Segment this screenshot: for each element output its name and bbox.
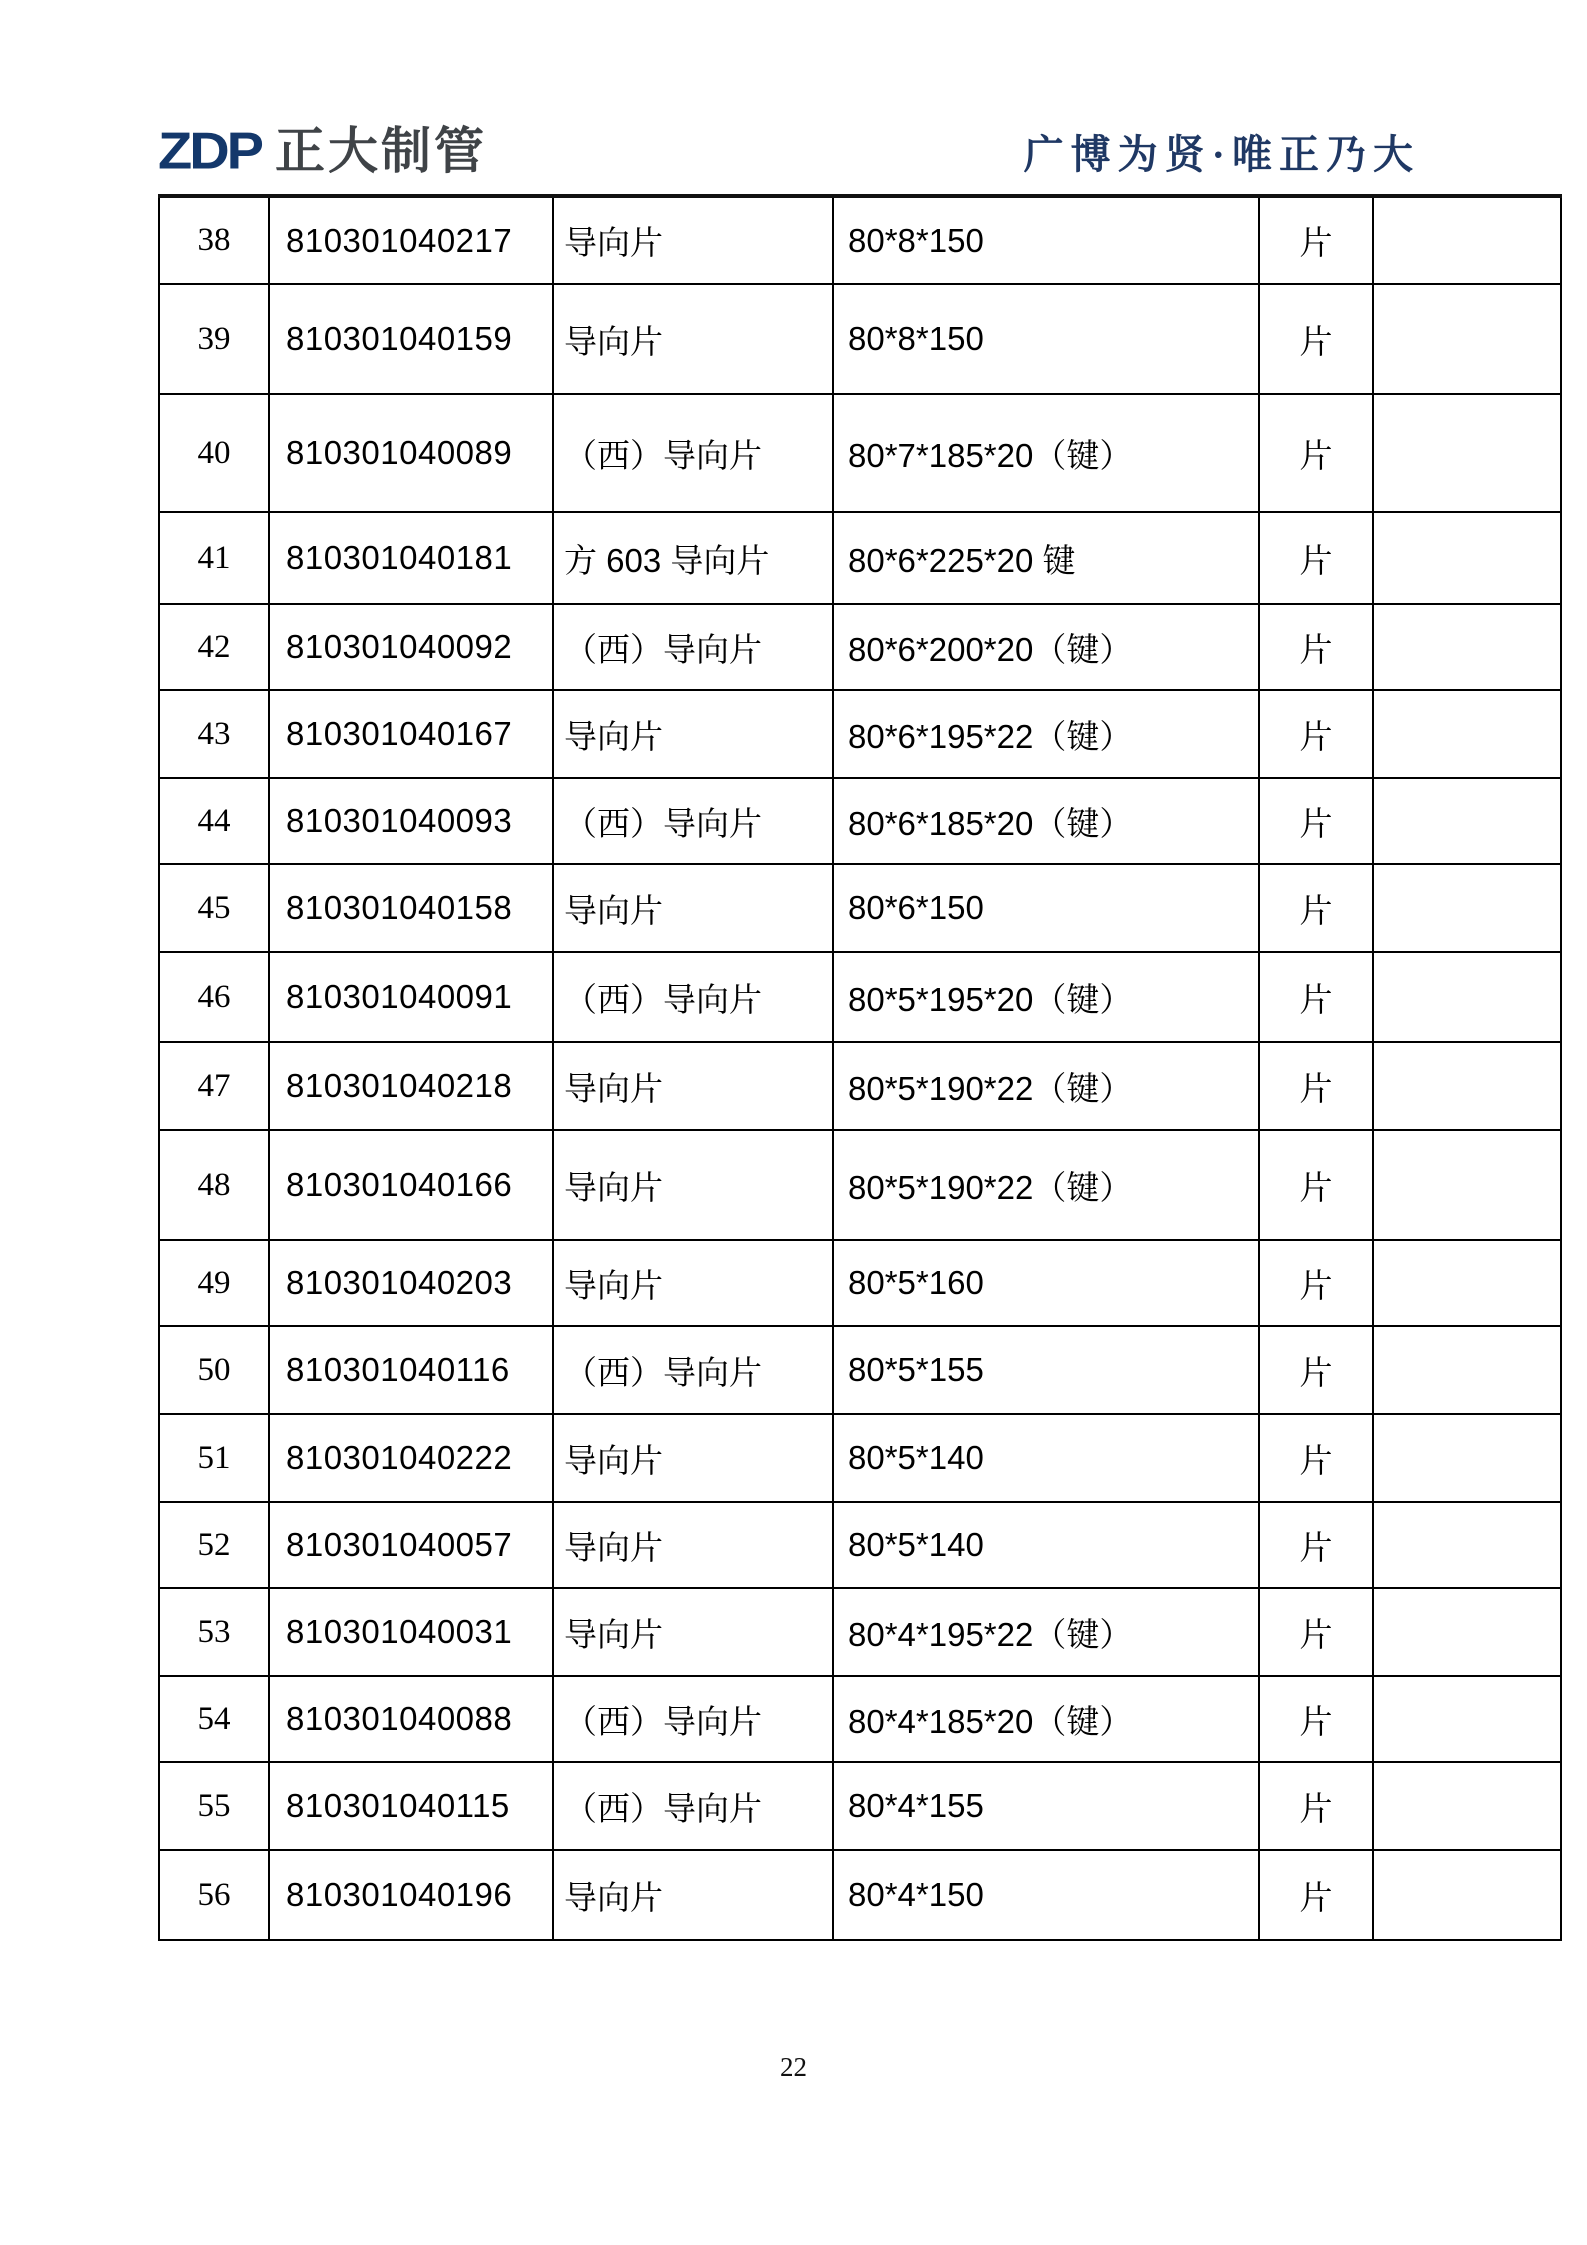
part-name-cell: 导向片: [553, 196, 833, 284]
part-spec-cell: 80*8*150: [833, 196, 1259, 284]
table-row: [159, 512, 1561, 604]
parts-table-body: [159, 196, 1561, 1940]
row-number-cell: 39: [159, 284, 269, 394]
unit-cell: 片: [1259, 1588, 1373, 1676]
table-row: [159, 1588, 1561, 1676]
part-code-cell: 810301040167: [269, 690, 553, 778]
company-logo: [158, 123, 487, 179]
part-spec-cell: 80*6*185*20（键）: [833, 778, 1259, 864]
row-number-cell: 53: [159, 1588, 269, 1676]
table-row: [159, 284, 1561, 394]
unit-cell: 片: [1259, 512, 1373, 604]
part-name-cell: （西）导向片: [553, 1326, 833, 1414]
part-code-cell: 810301040115: [269, 1762, 553, 1850]
row-number-cell: 55: [159, 1762, 269, 1850]
part-spec-cell: 80*5*160: [833, 1240, 1259, 1326]
part-name-cell: （西）导向片: [553, 604, 833, 690]
remark-cell: [1373, 394, 1561, 512]
remark-cell: [1373, 604, 1561, 690]
unit-cell: 片: [1259, 394, 1373, 512]
part-code-cell: 810301040116: [269, 1326, 553, 1414]
row-number-cell: 40: [159, 394, 269, 512]
part-spec-cell: 80*5*195*20（键）: [833, 952, 1259, 1042]
row-number-cell: 41: [159, 512, 269, 604]
remark-cell: [1373, 196, 1561, 284]
part-spec-cell: 80*7*185*20（键）: [833, 394, 1259, 512]
table-row: [159, 1676, 1561, 1762]
part-spec-cell: 80*6*225*20 键: [833, 512, 1259, 604]
parts-table: [158, 194, 1562, 1941]
unit-cell: 片: [1259, 1326, 1373, 1414]
remark-cell: [1373, 952, 1561, 1042]
remark-cell: [1373, 1502, 1561, 1588]
part-name-cell: 导向片: [553, 1588, 833, 1676]
remark-cell: [1373, 690, 1561, 778]
unit-cell: 片: [1259, 604, 1373, 690]
remark-cell: [1373, 1042, 1561, 1130]
part-code-cell: 810301040031: [269, 1588, 553, 1676]
remark-cell: [1373, 1762, 1561, 1850]
table-row: [159, 1414, 1561, 1502]
unit-cell: 片: [1259, 284, 1373, 394]
part-name-cell: 导向片: [553, 1414, 833, 1502]
unit-cell: 片: [1259, 1676, 1373, 1762]
part-spec-cell: 80*5*140: [833, 1502, 1259, 1588]
row-number-cell: 42: [159, 604, 269, 690]
row-number-cell: 47: [159, 1042, 269, 1130]
remark-cell: [1373, 1326, 1561, 1414]
part-code-cell: 810301040158: [269, 864, 553, 952]
part-name-cell: 导向片: [553, 1240, 833, 1326]
row-number-cell: 56: [159, 1850, 269, 1940]
table-row: [159, 1850, 1561, 1940]
row-number-cell: 38: [159, 196, 269, 284]
remark-cell: [1373, 1240, 1561, 1326]
remark-cell: [1373, 1850, 1561, 1940]
part-code-cell: 810301040057: [269, 1502, 553, 1588]
table-row: [159, 1762, 1561, 1850]
part-spec-cell: 80*5*140: [833, 1414, 1259, 1502]
part-spec-cell: 80*5*155: [833, 1326, 1259, 1414]
table-row: [159, 1326, 1561, 1414]
unit-cell: 片: [1259, 196, 1373, 284]
row-number-cell: 54: [159, 1676, 269, 1762]
row-number-cell: 45: [159, 864, 269, 952]
part-code-cell: 810301040218: [269, 1042, 553, 1130]
part-code-cell: 810301040093: [269, 778, 553, 864]
row-number-cell: 50: [159, 1326, 269, 1414]
table-row: [159, 690, 1561, 778]
row-number-cell: 48: [159, 1130, 269, 1240]
page-header: [158, 112, 1420, 190]
remark-cell: [1373, 864, 1561, 952]
part-name-cell: 导向片: [553, 1502, 833, 1588]
table-row: [159, 952, 1561, 1042]
remark-cell: [1373, 1130, 1561, 1240]
part-code-cell: 810301040091: [269, 952, 553, 1042]
part-spec-cell: 80*4*195*22（键）: [833, 1588, 1259, 1676]
part-name-cell: （西）导向片: [553, 1762, 833, 1850]
part-name-cell: 导向片: [553, 864, 833, 952]
unit-cell: 片: [1259, 1240, 1373, 1326]
unit-cell: 片: [1259, 1762, 1373, 1850]
table-row: [159, 196, 1561, 284]
unit-cell: 片: [1259, 1042, 1373, 1130]
unit-cell: 片: [1259, 1130, 1373, 1240]
part-name-cell: （西）导向片: [553, 1676, 833, 1762]
part-code-cell: 810301040089: [269, 394, 553, 512]
row-number-cell: 46: [159, 952, 269, 1042]
table-row: [159, 1502, 1561, 1588]
unit-cell: 片: [1259, 1414, 1373, 1502]
part-name-cell: 导向片: [553, 690, 833, 778]
page-footer: [0, 2052, 1587, 2083]
part-name-cell: 导向片: [553, 1130, 833, 1240]
table-row: [159, 1130, 1561, 1240]
row-number-cell: 49: [159, 1240, 269, 1326]
company-slogan: 广博为贤·唯正乃大: [1023, 131, 1420, 177]
part-spec-cell: 80*6*200*20（键）: [833, 604, 1259, 690]
part-name-cell: （西）导向片: [553, 394, 833, 512]
part-code-cell: 810301040088: [269, 1676, 553, 1762]
part-spec-cell: 80*4*150: [833, 1850, 1259, 1940]
table-row: [159, 778, 1561, 864]
remark-cell: [1373, 1414, 1561, 1502]
unit-cell: 片: [1259, 864, 1373, 952]
remark-cell: [1373, 512, 1561, 604]
part-code-cell: 810301040092: [269, 604, 553, 690]
part-name-cell: 导向片: [553, 1042, 833, 1130]
remark-cell: [1373, 284, 1561, 394]
part-spec-cell: 80*4*155: [833, 1762, 1259, 1850]
table-row: [159, 1240, 1561, 1326]
part-code-cell: 810301040181: [269, 512, 553, 604]
unit-cell: 片: [1259, 952, 1373, 1042]
table-row: [159, 604, 1561, 690]
table-row: [159, 1042, 1561, 1130]
part-code-cell: 810301040166: [269, 1130, 553, 1240]
unit-cell: 片: [1259, 778, 1373, 864]
part-code-cell: 810301040217: [269, 196, 553, 284]
part-code-cell: 810301040159: [269, 284, 553, 394]
part-spec-cell: 80*6*195*22（键）: [833, 690, 1259, 778]
part-name-cell: 方 603 导向片: [553, 512, 833, 604]
row-number-cell: 43: [159, 690, 269, 778]
row-number-cell: 51: [159, 1414, 269, 1502]
row-number-cell: 44: [159, 778, 269, 864]
part-code-cell: 810301040222: [269, 1414, 553, 1502]
remark-cell: [1373, 1588, 1561, 1676]
part-spec-cell: 80*6*150: [833, 864, 1259, 952]
part-spec-cell: 80*5*190*22（键）: [833, 1130, 1259, 1240]
unit-cell: 片: [1259, 690, 1373, 778]
table-row: [159, 394, 1561, 512]
logo-company-name: 正大制管: [275, 123, 487, 179]
part-name-cell: 导向片: [553, 1850, 833, 1940]
part-name-cell: 导向片: [553, 284, 833, 394]
part-code-cell: 810301040196: [269, 1850, 553, 1940]
logo-zdp-mark: ZDP: [158, 121, 261, 180]
remark-cell: [1373, 778, 1561, 864]
part-name-cell: （西）导向片: [553, 952, 833, 1042]
part-spec-cell: 80*5*190*22（键）: [833, 1042, 1259, 1130]
row-number-cell: 52: [159, 1502, 269, 1588]
unit-cell: 片: [1259, 1850, 1373, 1940]
unit-cell: 片: [1259, 1502, 1373, 1588]
table-row: [159, 864, 1561, 952]
part-spec-cell: 80*8*150: [833, 284, 1259, 394]
part-name-cell: （西）导向片: [553, 778, 833, 864]
remark-cell: [1373, 1676, 1561, 1762]
page-number: 22: [780, 2052, 807, 2082]
part-spec-cell: 80*4*185*20（键）: [833, 1676, 1259, 1762]
part-code-cell: 810301040203: [269, 1240, 553, 1326]
